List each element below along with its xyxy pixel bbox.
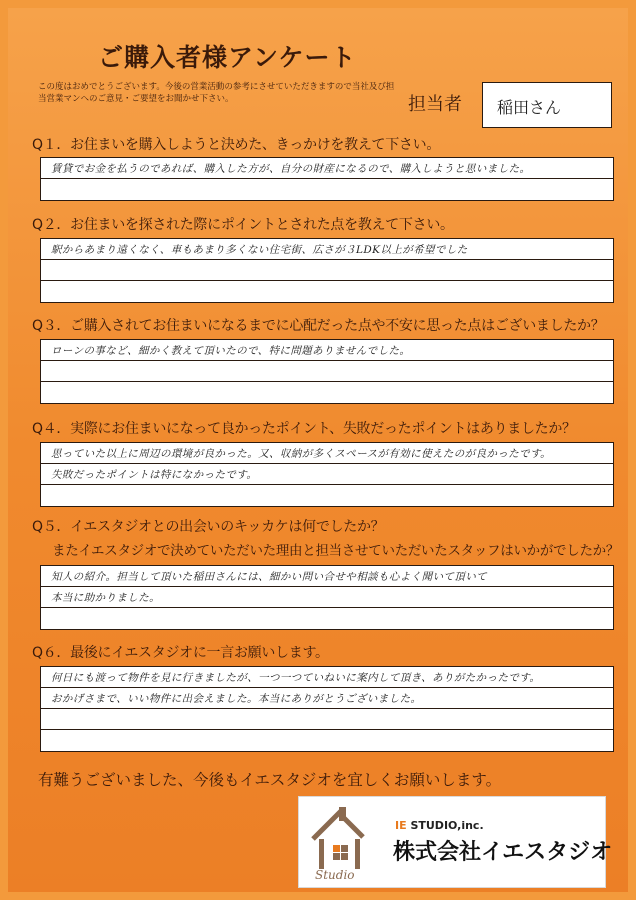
logo-subtitle: [395, 819, 484, 832]
answer-6-line-1: 何日にも渡って物件を見に行きましたが、一つ一つていねいに案内して頂き、ありがたかったです。: [51, 672, 541, 684]
question-5-label: Q５．イエスタジオとの出会いのキッカケは何でしたか？: [32, 519, 385, 535]
logo-studio-inc: STUDIO,inc.: [410, 819, 484, 832]
answer-5-box[interactable]: [40, 565, 614, 630]
answer-4-line-1: 思っていた以上に周辺の環境が良かった。又、収納が多くスペースが有効に使えたのが良かったです。: [51, 448, 552, 460]
question-5-label-2: またイエスタジオで決めていただいた理由と担当させていただいたスタッフはいかがでしたか？: [52, 543, 620, 559]
intro-text: この度はおめでとうございます。今後の営業活動の参考にさせていただきますので当社及び担当営業マンへのご意見・ご要望をお聞かせ下さい。: [38, 82, 395, 104]
thank-you-footer: 有難うございました、今後もイエスタジオを宜しくお願いします。: [38, 771, 502, 789]
answer-2-line-1: 駅からあまり遠くなく、車もあまり多くない住宅街、広さが３LDK以上が希望でした: [51, 244, 468, 256]
answer-5-line-1: 知人の紹介。担当して頂いた稲田さんには、細かい問い合せや相談も心よく聞いて頂いて: [51, 571, 487, 583]
logo-ie: IE: [395, 819, 407, 832]
logo-company-name: 株式会社イエスタジオ: [393, 840, 613, 865]
staff-value: 稲田さん: [497, 98, 562, 117]
question-3-label: Q３．ご購入されてお住まいになるまでに心配だった点や不安に思った点はございましたか？: [32, 318, 605, 334]
answer-1-box[interactable]: [40, 157, 614, 201]
answer-4-box[interactable]: [40, 442, 614, 507]
answer-6-box[interactable]: [40, 666, 614, 752]
answer-6-line-2: おかげさまで、いい物件に出会えました。本当にありがとうございました。: [51, 693, 422, 705]
survey-sheet: [8, 8, 628, 892]
answer-4-line-2: 失敗だったポイントは特になかったです。: [51, 469, 258, 481]
logo-mark-text: Studio: [315, 868, 355, 882]
question-2-label: Q２．お住まいを探された際にポイントとされた点を教えて下さい。: [32, 217, 454, 233]
page-title: ご購入者様アンケート: [98, 43, 357, 72]
staff-field[interactable]: [482, 82, 612, 128]
answer-2-box[interactable]: [40, 238, 614, 303]
question-1-label: Q１．お住まいを購入しようと決めた、きっかけを教えて下さい。: [32, 137, 441, 153]
answer-3-box[interactable]: [40, 339, 614, 404]
answer-1-line-1: 賃貸でお金を払うのであれば、購入した方が、自分の財産になるので、購入しようと思いました。: [51, 163, 531, 175]
question-6-label: Q６．最後にイエスタジオに一言お願いします。: [32, 645, 329, 661]
answer-5-line-2: 本当に助かりました。: [51, 592, 160, 604]
house-logo-icon: [305, 803, 385, 883]
staff-label: 担当者: [408, 94, 462, 115]
company-logo: [298, 796, 613, 888]
answer-3-line-1: ローンの事など、細かく教えて頂いたので、特に問題ありませんでした。: [51, 345, 411, 357]
question-4-label: Q４．実際にお住まいになって良かったポイント、失敗だったポイントはありましたか？: [32, 421, 576, 437]
